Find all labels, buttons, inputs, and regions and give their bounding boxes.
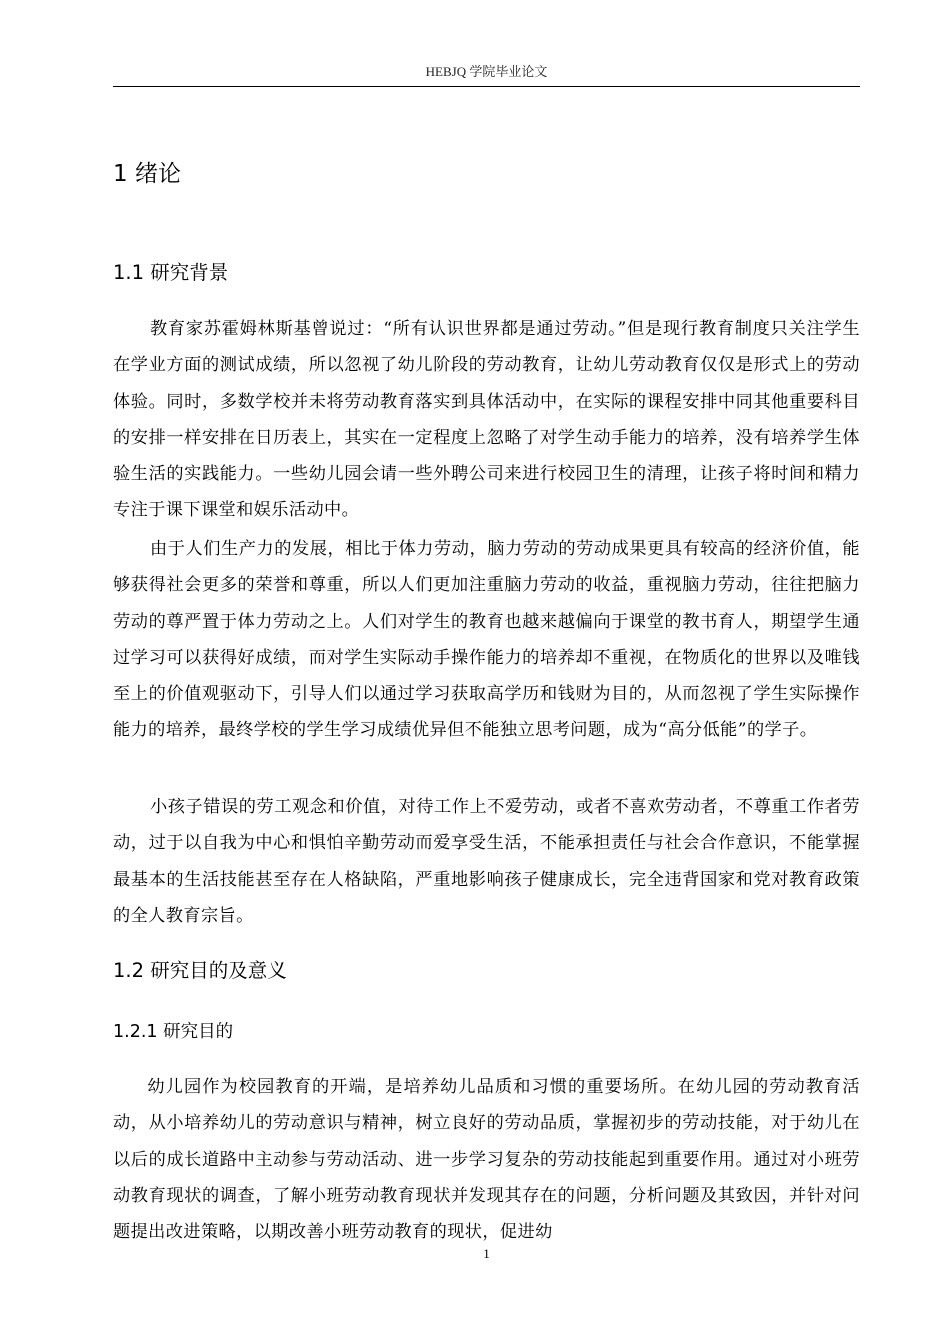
paragraph-1-2-1-a: 幼儿园作为校园教育的开端，是培养幼儿品质和习惯的重要场所。在幼儿园的劳动教育活动，从小培养幼儿的劳动意识与精神，树立良好的劳动品质，掌握初步的劳动技能，对于幼儿在以后的成长道路中主动参与劳动活动、进一步学习复杂的劳动技能起到重要作用。通过对小班劳动教育现状的调查，了解小班劳动教育现状并发现其存在的问题，分析问题及其致因，并针对问题提出改进策略，以期改善小班劳动教育的现状，促进幼 [113, 1077, 860, 1243]
subsection-heading-1-2-1: 1.2.1 研究目的 [113, 1022, 234, 1042]
paragraph-1-1-c: 小孩子错误的劳工观念和价值，对待工作上不爱劳动，或者不喜欢劳动者，不尊重工作者劳动，过于以自我为中心和惧怕辛勤劳动而爱享受生活，不能承担责任与社会合作意识，不能掌握最基本的生活技能甚至存在人格缺陷，严重地影响孩子健康成长，完全违背国家和党对教育政策的全人教育宗旨。 [113, 797, 860, 926]
running-header: HEBJQ 学院毕业论文 [425, 64, 548, 79]
paragraph-1-1-a: 教育家苏霍姆林斯基曾说过：“所有认识世界都是通过劳动。”但是现行教育制度只关注学生在学业方面的测试成绩，所以忽视了幼儿阶段的劳动教育，让幼儿劳动教育仅仅是形式上的劳动体验。同时，多数学校并未将劳动教育落实到具体活动中，在实际的课程安排中同其他重要科目的安排一样安排在日历表上，其实在一定程度上忽略了对学生动手能力的培养，没有培养学生体验生活的实践能力。一些幼儿园会请一些外聘公司来进行校园卫生的清理，让孩子将时间和精力专注于课下课堂和娱乐活动中。 [113, 319, 860, 521]
section-heading-1-1: 1.1 研究背景 [113, 261, 229, 284]
section-heading-1-2: 1.2 研究目的及意义 [113, 959, 287, 982]
header-rule [113, 86, 860, 87]
page-number: 1 [483, 1246, 490, 1261]
paragraph-1-1-b: 由于人们生产力的发展，相比于体力劳动，脑力劳动的劳动成果更具有较高的经济价值，能够获得社会更多的荣誉和尊重，所以人们更加注重脑力劳动的收益，重视脑力劳动，往往把脑力劳动的尊严置于体力劳动之上。人们对学生的教育也越来越偏向于课堂的教书育人，期望学生通过学习可以获得好成绩，而对学生实际动手操作能力的培养却不重视，在物质化的世界以及唯钱至上的价值观驱动下，引导人们以通过学习获取高学历和钱财为目的，从而忽视了学生实际操作能力的培养，最终学校的学生学习成绩优异但不能独立思考问题，成为“高分低能”的学子。 [113, 539, 860, 741]
chapter-title: 1 绪论 [113, 161, 181, 187]
